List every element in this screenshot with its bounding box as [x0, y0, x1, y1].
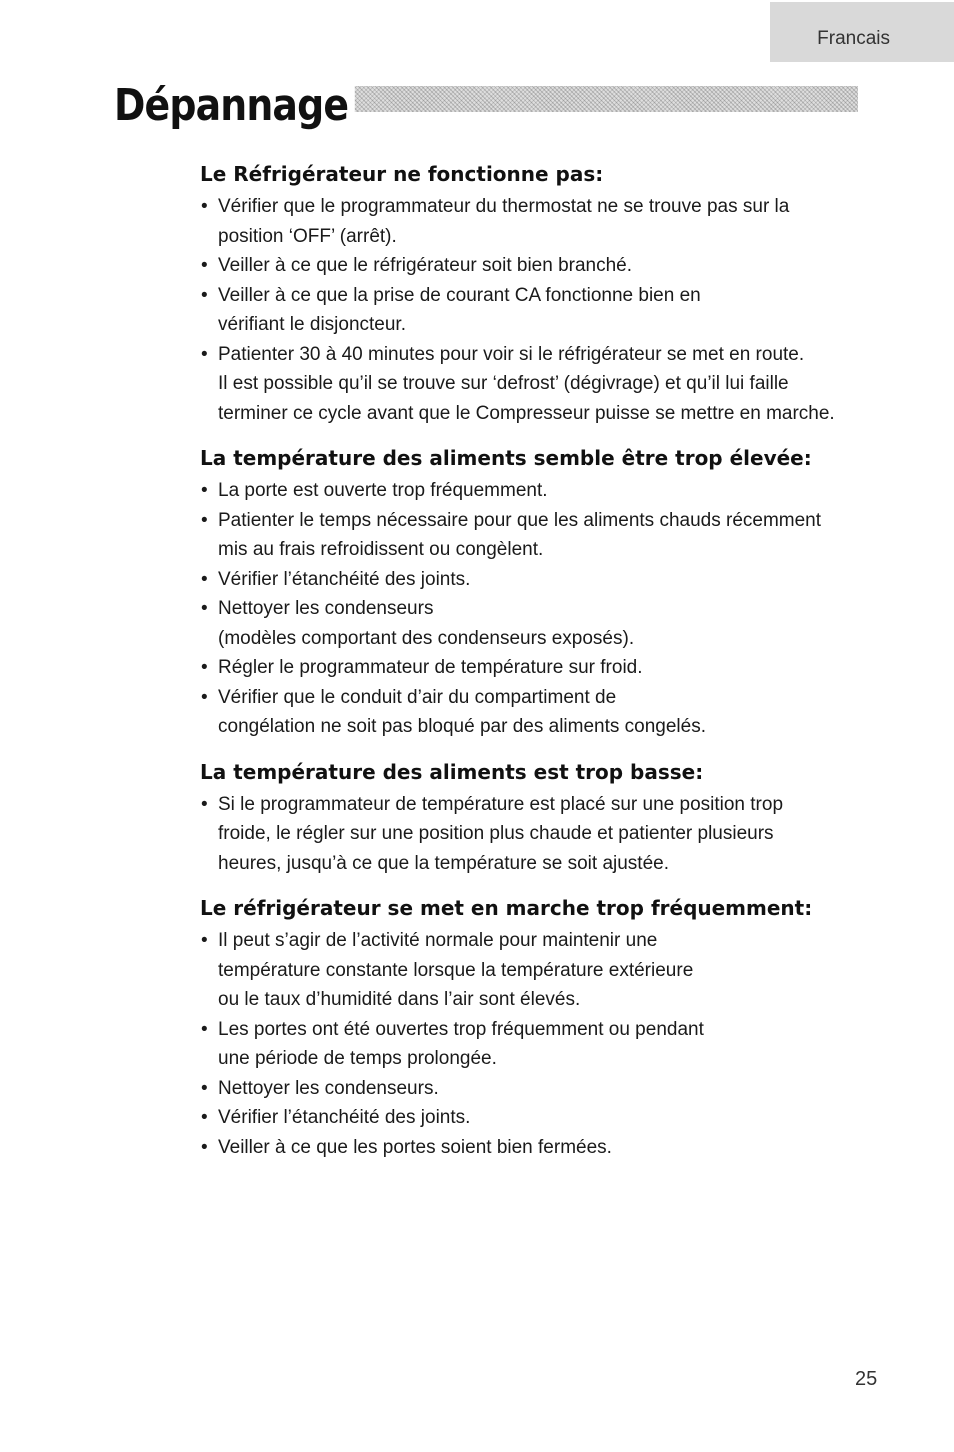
page-title: Dépannage [114, 80, 355, 132]
bullet-icon: • [201, 930, 208, 951]
bullet-icon: • [201, 686, 208, 708]
language-tab [770, 2, 954, 62]
list-item-text: terminer ce cycle avant que le Compresseur puisse se mettre en marche. [218, 402, 835, 424]
list-item [200, 1015, 900, 1074]
list-item [200, 192, 900, 251]
troubleshooting-section [200, 442, 900, 742]
list-item-text: position ‘OFF’ (arrêt). [218, 225, 397, 247]
bullet-icon: • [201, 793, 208, 815]
list-item-text: Vérifier l’étanchéité des joints. [218, 568, 471, 590]
list-item-text: congélation ne soit pas bloqué par des aliments congelés. [218, 716, 706, 737]
bullet-icon: • [201, 343, 208, 365]
list-item [200, 281, 900, 340]
list-item [200, 476, 900, 506]
list-item-text: Nettoyer les condenseurs. [218, 1077, 439, 1099]
list-item [200, 251, 900, 281]
list-item-text: La porte est ouverte trop fréquemment. [218, 480, 548, 501]
list-item-text: Il peut s’agir de l’activité normale pour maintenir une [218, 930, 658, 951]
list-item-text: une période de temps prolongée. [218, 1048, 497, 1069]
troubleshooting-content [200, 158, 900, 1176]
list-item-text: Si le programmateur de température est placé sur une position trop [218, 793, 784, 815]
list-item [200, 340, 900, 429]
section-heading: La température des aliments est trop basse: [200, 759, 704, 784]
section-heading: Le réfrigérateur se met en marche trop fréquemment: [200, 896, 813, 920]
list-item-text: (modèles comportant des condenseurs exposés). [218, 627, 635, 649]
list-item-text: Les portes ont été ouvertes trop fréquemment ou pendant [218, 1018, 704, 1040]
list-item-text: Veiller à ce que la prise de courant CA fonctionne bien en [218, 284, 701, 306]
list-item-text: Patienter 30 à 40 minutes pour voir si le réfrigérateur se met en route. [218, 343, 805, 365]
list-item-text: Vérifier que le conduit d’air du compartiment de [218, 686, 617, 708]
bullet-icon: • [201, 480, 208, 501]
list-item-text: heures, jusqu’à ce que la température se soit ajustée. [218, 852, 669, 874]
list-item [200, 653, 900, 683]
section-heading: Le Réfrigérateur ne fonctionne pas: [200, 162, 604, 186]
list-item-text: Vérifier l’étanchéité des joints. [218, 1107, 471, 1128]
bullet-icon: • [201, 1018, 208, 1040]
troubleshooting-section [200, 756, 900, 879]
list-item-text: froide, le régler sur une position plus chaude et patienter plusieurs [218, 823, 774, 844]
bullet-icon: • [201, 598, 208, 619]
bullet-icon: • [201, 255, 208, 276]
bullet-list [200, 476, 900, 742]
list-item-text: mis au frais refroidissent ou congèlent. [218, 539, 544, 560]
page-number: 25 [855, 1368, 878, 1390]
list-item [200, 926, 900, 1015]
list-item [200, 565, 900, 595]
list-item-text: Veiller à ce que le réfrigérateur soit bien branché. [218, 255, 633, 276]
bullet-list [200, 192, 900, 428]
bullet-icon: • [201, 509, 208, 531]
bullet-icon: • [201, 568, 208, 590]
bullet-icon: • [201, 1077, 208, 1099]
list-item [200, 683, 900, 742]
list-item-text: Vérifier que le programmateur du thermostat ne se trouve pas sur la [218, 196, 790, 217]
list-item-text: ou le taux d’humidité dans l’air sont élevés. [218, 989, 581, 1010]
list-item [200, 506, 900, 565]
bullet-list [200, 926, 900, 1162]
list-item-text: température constante lorsque la température extérieure [218, 959, 694, 981]
list-item [200, 1133, 900, 1163]
list-item-text: Il est possible qu’il se trouve sur ‘defrost’ (dégivrage) et qu’il lui faille [218, 373, 789, 394]
troubleshooting-section [200, 892, 900, 1162]
bullet-icon: • [201, 284, 208, 306]
bullet-icon: • [201, 1136, 208, 1158]
bullet-icon: • [201, 196, 208, 217]
section-heading: La température des aliments semble être trop élevée: [200, 446, 812, 470]
bullet-icon: • [201, 657, 208, 678]
list-item [200, 1103, 900, 1133]
list-item-text: Régler le programmateur de température sur froid. [218, 657, 643, 678]
list-item [200, 790, 900, 879]
list-item-text: Veiller à ce que les portes soient bien fermées. [218, 1136, 612, 1158]
troubleshooting-section [200, 158, 900, 428]
bullet-list [200, 790, 900, 879]
list-item-text: Patienter le temps nécessaire pour que les aliments chauds récemment [218, 509, 822, 531]
list-item [200, 594, 900, 653]
list-item [200, 1074, 900, 1104]
language-label: Francais [817, 28, 890, 49]
list-item-text: vérifiant le disjoncteur. [218, 314, 406, 335]
bullet-icon: • [201, 1107, 208, 1128]
list-item-text: Nettoyer les condenseurs [218, 598, 434, 619]
